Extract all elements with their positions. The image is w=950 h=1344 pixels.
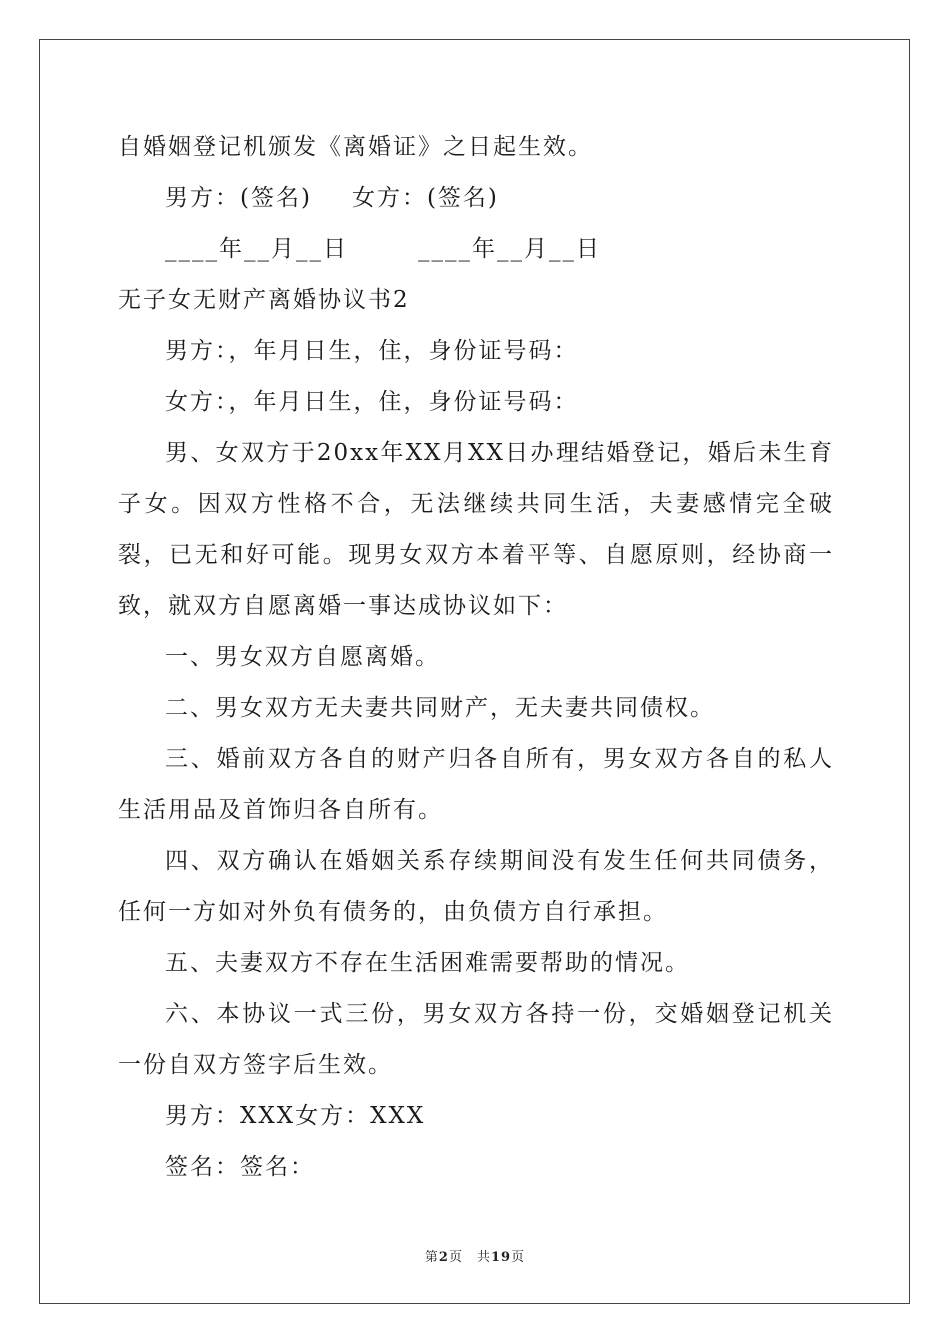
- total-pages: 19: [490, 1250, 512, 1265]
- female-info-line: 女方：，年月日生，住，身份证号码：: [165, 389, 579, 415]
- sign-line: 签名：签名：: [165, 1154, 315, 1180]
- female-signature-label: 女方：(签名): [351, 185, 499, 211]
- parties-line: 男方：XXX女方：XXX: [165, 1103, 426, 1129]
- male-date-field: ____年__月__日: [165, 236, 348, 262]
- clause-1: 一、男女双方自愿离婚。: [165, 644, 440, 670]
- date-line: [118, 224, 834, 275]
- male-info-line: 男方：，年月日生，住，身份证号码：: [165, 338, 579, 364]
- page-number: 2: [438, 1250, 449, 1265]
- page-footer: [0, 1246, 950, 1265]
- male-signature-label: 男方：(签名): [165, 185, 312, 211]
- paragraph-intro: 男、女双方于20xx年XX月XX日办理结婚登记，婚后未生育子女。因双方性格不合，无法继续共同生活，夫妻感情完全破裂，已无和好可能。现男女双方本着平等、自愿原则，经协商一致，就双方自愿离婚一事达成协议如下：: [118, 440, 834, 619]
- footer-prefix: 第: [424, 1250, 439, 1265]
- footer-mid: 页 共: [448, 1250, 491, 1265]
- clause-3: 三、婚前双方各自的财产归各自所有，男女双方各自的私人生活用品及首饰归各自所有。: [118, 746, 834, 823]
- document-body: [118, 122, 834, 1193]
- clause-6: 六、本协议一式三份，男女双方各持一份，交婚姻登记机关一份自双方签字后生效。: [118, 1001, 834, 1078]
- text-line: 自婚姻登记机颁发《离婚证》之日起生效。: [118, 134, 593, 160]
- female-date-field: ____年__月__日: [418, 236, 601, 262]
- clause-2: 二、男女双方无夫妻共同财产，无夫妻共同债权。: [165, 695, 715, 721]
- signature-line: [118, 173, 834, 224]
- footer-suffix: 页: [511, 1250, 526, 1265]
- clause-5: 五、夫妻双方不存在生活困难需要帮助的情况。: [165, 950, 690, 976]
- clause-4: 四、双方确认在婚姻关系存续期间没有发生任何共同债务，任何一方如对外负有债务的，由负债方自行承担。: [118, 848, 834, 925]
- section-title: 无子女无财产离婚协议书2: [118, 287, 410, 313]
